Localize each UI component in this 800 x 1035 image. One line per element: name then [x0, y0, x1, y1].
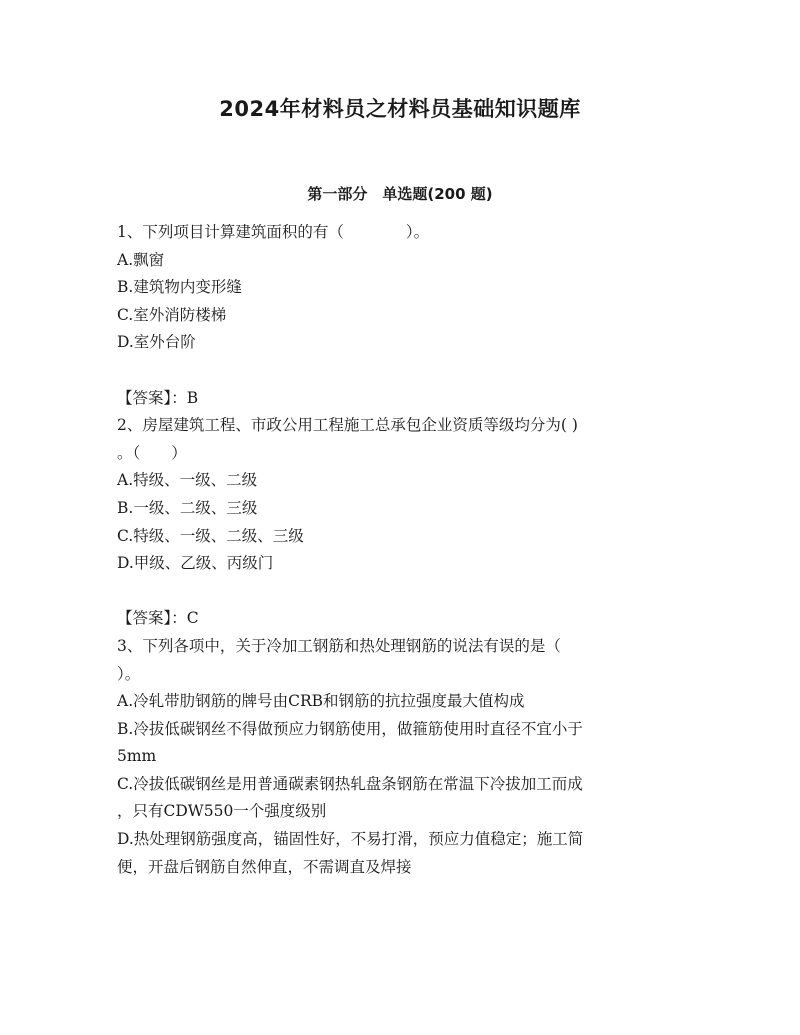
- question-stem: 1、下列项目计算建筑面积的有（ ）。: [117, 223, 430, 241]
- answer-line: 【答案】：B: [117, 388, 199, 407]
- section-heading: 第一部分 单选题(200 题): [307, 185, 493, 203]
- option-a: A.飘窗: [117, 250, 165, 269]
- option-b: B.一级、二级、三级: [117, 498, 258, 517]
- question-stem: 3、下列各项中，关于冷加工钢筋和热处理钢筋的说法有误的是（: [117, 636, 561, 655]
- question-stem-continued: ）。: [117, 664, 141, 683]
- option-c: C.冷拔低碳钢丝是用普通碳素钢热轧盘条钢筋在常温下冷拔加工而成: [117, 774, 583, 793]
- option-b-continued: 5mm: [117, 747, 157, 766]
- option-d: D.室外台阶: [117, 333, 196, 352]
- question-list: [117, 219, 677, 881]
- option-c-continued: ，只有CDW550一个强度级别: [117, 802, 327, 821]
- question-stem: 2、房屋建筑工程、市政公用工程施工总承包企业资质等级均分为( ): [117, 416, 578, 435]
- document-title: 2024年材料员之材料员基础知识题库: [219, 97, 581, 121]
- option-c: C.特级、一级、二级、三级: [117, 526, 304, 545]
- option-b: B.冷拔低碳钢丝不得做预应力钢筋使用，做箍筋使用时直径不宜小于: [117, 719, 583, 738]
- option-b: B.建筑物内变形缝: [117, 278, 242, 297]
- question-stem-continued: 。（ ）: [117, 443, 187, 462]
- option-d-continued: 便，开盘后钢筋自然伸直，不需调直及焊接: [117, 857, 412, 876]
- option-d: D.甲级、乙级、丙级门: [117, 554, 274, 573]
- option-a: A.冷轧带肋钢筋的牌号由CRB和钢筋的抗拉强度最大值构成: [117, 692, 525, 711]
- question-1: [117, 219, 677, 412]
- answer-line: 【答案】：C: [117, 609, 199, 628]
- option-a: A.特级、一级、二级: [117, 471, 258, 490]
- option-c: C.室外消防楼梯: [117, 305, 227, 324]
- option-d: D.热处理钢筋强度高，锚固性好，不易打滑，预应力值稳定；施工简: [117, 830, 584, 849]
- question-2: [117, 412, 677, 633]
- question-3: [117, 633, 677, 881]
